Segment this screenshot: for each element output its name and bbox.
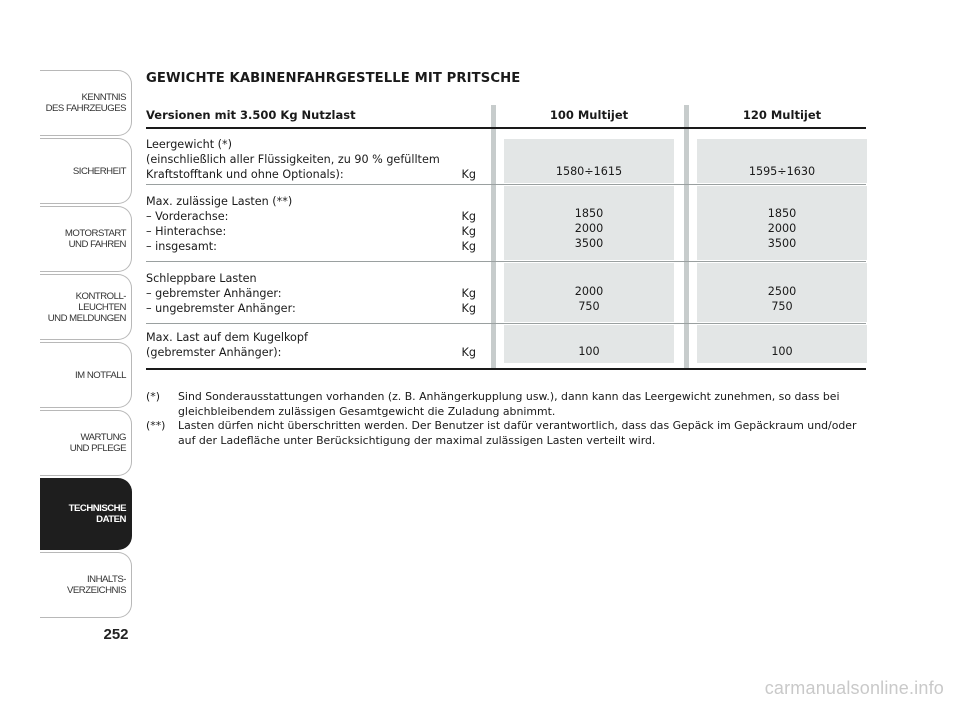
row-value-col2: 1850 2000 3500	[767, 207, 797, 250]
tab-motorstart[interactable]: MOTORSTART UND FAHREN	[40, 206, 132, 272]
tab-wartung[interactable]: WARTUNG UND PFLEGE	[40, 410, 132, 476]
footnote-mark: (*)	[146, 390, 160, 403]
column-separator	[684, 105, 689, 370]
tab-im-notfall[interactable]: IM NOTFALL	[40, 342, 132, 408]
row-label-schleppbare-lasten: Schleppbare Lasten – gebremster Anhänger: – ungebremster Anhänger:	[146, 272, 296, 315]
header-col-100-multijet: 100 Multijet	[549, 108, 629, 122]
header-col-120-multijet: 120 Multijet	[742, 108, 822, 122]
row-value-col2: 1595÷1630	[748, 165, 816, 178]
row-label-kugelkopf: Max. Last auf dem Kugelkopf (gebremster Anhänger):	[146, 331, 308, 359]
tab-kenntnis[interactable]: KENNTNIS DES FAHRZEUGES	[40, 70, 132, 136]
tab-sicherheit[interactable]: SICHERHEIT	[40, 138, 132, 204]
page-number: 252	[103, 626, 129, 643]
page-title: GEWICHTE KABINENFAHRGESTELLE MIT PRITSCHE	[146, 71, 521, 86]
row-unit: Kg Kg Kg	[461, 210, 476, 253]
row-divider	[146, 261, 866, 262]
footnote-text: Sind Sonderausstattungen vorhanden (z. B. Anhängerkupplung usw.), dann kann das Leergewicht zunehmen, so dass bei gleichbleibendem zulässigen Gesamtgewicht die Zuladung abnimmt.	[178, 390, 840, 418]
footnote	[146, 390, 866, 419]
row-label-leergewicht: Leergewicht (*) (einschließlich aller Flüssigkeiten, zu 90 % gefülltem Kraftstofftank und ohne Optionals):	[146, 138, 440, 181]
watermark: carmanualsonline.info	[764, 678, 944, 698]
footnotes	[146, 390, 866, 448]
row-value-col1: 100	[578, 345, 600, 358]
row-divider	[146, 184, 866, 185]
row-value-col1: 2000 750	[574, 285, 604, 313]
row-value-col1: 1850 2000 3500	[574, 207, 604, 250]
footnote	[146, 419, 866, 448]
tab-technische-daten[interactable]: TECHNISCHE DATEN	[40, 478, 132, 550]
row-value-col1: 1580÷1615	[555, 165, 623, 178]
row-unit: Kg Kg	[461, 287, 476, 315]
tab-kontrollleuchten[interactable]: KONTROLL- LEUCHTEN UND MELDUNGEN	[40, 274, 132, 340]
row-unit: Kg	[461, 168, 476, 181]
header-label: Versionen mit 3.500 Kg Nutzlast	[146, 108, 356, 122]
row-unit: Kg	[461, 346, 476, 359]
tab-inhaltsverzeichnis[interactable]: INHALTS- VERZEICHNIS	[40, 552, 132, 618]
footnote-text: Lasten dürfen nicht überschritten werden. Der Benutzer ist dafür verantwortlich, dass das Gepäck im Gepäckraum und/oder auf der Ladefläche unter Berücksichtigung der maximal zulässigen Lasten verteilt wird.	[178, 419, 857, 447]
header-rule	[146, 127, 866, 129]
footnote-mark: (**)	[146, 419, 166, 432]
row-divider	[146, 323, 866, 324]
row-value-col2: 2500 750	[767, 285, 797, 313]
table-bottom-rule	[146, 368, 866, 370]
column-separator	[491, 105, 496, 370]
row-label-max-lasten: Max. zulässige Lasten (**) – Vorderachse: – Hinterachse: – insgesamt:	[146, 195, 293, 253]
row-value-col2: 100	[771, 345, 793, 358]
